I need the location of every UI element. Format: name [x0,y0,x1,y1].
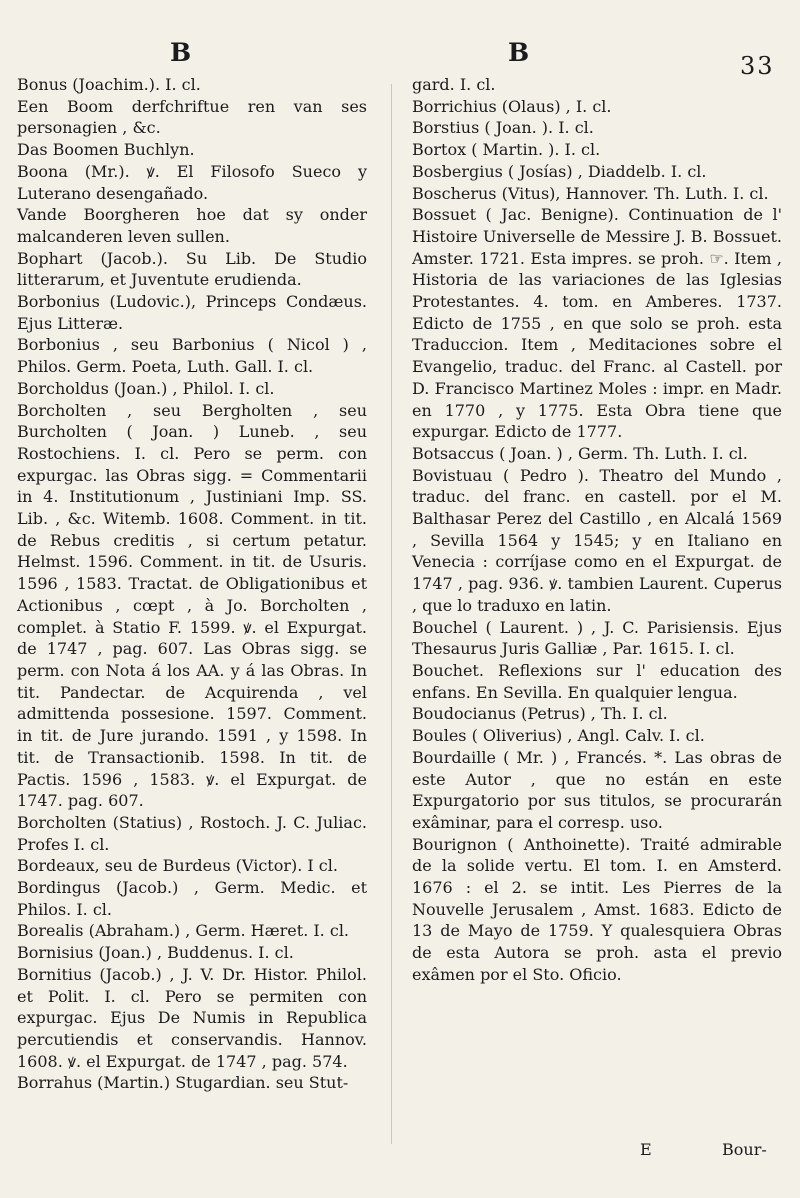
entry: Botsaccus ( Joan. ) , Germ. Th. Luth. I. cl. [412,443,748,463]
entry: Boules ( Oliverius) , Angl. Calv. I. cl. [412,726,705,746]
entry: Boona (Mr.). ꝟ. El Filosofo Sueco y Luterano desengañado. [17,161,367,203]
page-number: 33 [740,52,775,80]
right-column [412,74,782,986]
entry: Bourignon ( Anthoinette). Traité admirable de la solide vertu. El tom. I. en Amsterd. 1676 : el 2. se intit. Les Pierres de la Nouvelle Jerusalem , Amst. 1683. Edicto de 13 de Mayo de 1759. Y qualesquiera Obras de esta Autora se proh. asta el previo exâmen por el Sto. Oficio. [412,834,782,984]
entry: Bossuet ( Jac. Benigne). Continuation de l' Histoire Universelle de Messire J. B. Bossuet. Amster. 1721. Esta impres. se proh. ☞. Item , Historia de las variaciones de las Iglesias Protestantes. 4. tom. en Amberes. 1737. Edicto de 1755 , en que solo se proh. esta Traduccion. Item , Meditaciones sobre el Evangelio, traduc. del Franc. al Castell. por D. Francisco Martinez Moles : impr. en Madr. en 1770 , y 1775. Esta Obra tiene que expurgar. Edicto de 1777. [412,205,782,442]
entry: Bophart (Jacob.). Su Lib. De Studio litterarum, et Juventute erudienda. [17,248,367,290]
page-header [0,10,800,80]
signature-mark: E [640,1140,652,1159]
catchword: Bour- [722,1140,767,1159]
entry: Borcholten (Statius) , Rostoch. J. C. Juliac. Profes I. cl. [17,812,367,854]
header-letter-left: B [170,38,192,67]
entry: Bortox ( Martin. ). I. cl. [412,140,601,160]
entry: Bonus (Joachim.). I. cl. [17,75,201,94]
entry: Bordeaux, seu de Burdeus (Victor). I cl. [17,856,338,876]
entry: Bourdaille ( Mr. ) , Francés. *. Las obras de este Autor , que no están en este Expurgatorio por sus titulos, se procurarán exâminar, para el corresp. uso. [412,747,782,832]
left-column [17,74,367,1094]
entry: Borrahus (Martin.) Stugardian. seu Stut- [17,1073,349,1093]
entry: Borcholten , seu Bergholten , seu Burcholten ( Joan. ) Luneb. , seu Rostochiens. I. cl. Pero se perm. con expurgac. las Obras sigg. = Commentarii in 4. Institutionum , Justiniani Imp. SS. Lib. , &c. Witemb. 1608. Comment. in tit. de Rebus creditis , si certum petatur. Helmst. 1596. Comment. in tit. de Usuris. 1596 , 1583. Tractat. de Obligationibus et Actionibus , cœpt , à Jo. Borcholten , complet. à Statio F. 1599. ꝟ. el Expurgat. de 1747 , pag. 607. Las Obras sigg. se perm. con Nota á los AA. y á las Obras. In tit. Pandectar. de Acquirenda , vel admittenda possesione. 1597. Comment. in tit. de Jure jurando. 1591 , y 1598. In tit. de Transactionib. 1598. In tit. de Pactis. 1596 , 1583. ꝟ. el Expurgat. de 1747. pag. 607. [17,400,367,811]
entry: Borealis (Abraham.) , Germ. Hæret. I. cl. [17,921,350,941]
entry: Borbonius , seu Barbonius ( Nicol ) , Philos. Germ. Poeta, Luth. Gall. I. cl. [17,335,367,377]
entry: Das Boomen Buchlyn. [17,140,195,160]
entry: Borcholdus (Joan.) , Philol. I. cl. [17,378,275,398]
entry: Bosbergius ( Josías) , Diaddelb. I. cl. [412,161,707,181]
entry: Borbonius (Ludovic.), Princeps Condæus. Ejus Litteræ. [17,292,367,333]
entry: Boudocianus (Petrus) , Th. I. cl. [412,704,668,724]
entry: Bornisius (Joan.) , Buddenus. I. cl. [17,943,294,963]
entry: Bordingus (Jacob.) , Germ. Medic. et Philos. I. cl. [17,878,367,919]
entry: Bouchet. Reflexions sur l' education des enfans. En Sevilla. En qualquier lengua. [412,660,782,702]
column-divider [391,84,392,1144]
entry: Een Boom derfchriftue ren van ses personagien , &c. [17,96,367,138]
entry: Borstius ( Joan. ). I. cl. [412,118,594,138]
header-letter-right: B [508,38,530,67]
entry: gard. I. cl. [412,75,496,94]
entry: Bornitius (Jacob.) , J. V. Dr. Histor. Philol. et Polit. I. cl. Pero se permiten con expurgac. Ejus De Numis in Republica percutiendis et conservandis. Hannov. 1608. ꝟ. el Expurgat. de 1747 , pag. 574. [17,964,367,1071]
entry: Bouchel ( Laurent. ) , J. C. Parisiensis. Ejus Thesaurus Juris Galliæ , Par. 1615. I. cl. [412,617,782,659]
entry: Borrichius (Olaus) , I. cl. [412,96,612,116]
entry: Vande Boorgheren hoe dat sy onder malcanderen leven sullen. [17,205,367,246]
entry: Boscherus (Vitus), Hannover. Th. Luth. I. cl. [412,183,769,203]
entry: Bovistuau ( Pedro ). Theatro del Mundo , traduc. del franc. en castell. por el M. Balthasar Perez del Castillo , en Alcalá 1569 , Sevilla 1564 y 1545; y en Italiano en Venecia : corríjase como en el Expurgat. de 1747 , pag. 936. ꝟ. tambien Laurent. Cuperus , que lo traduxo en latin. [412,465,782,615]
